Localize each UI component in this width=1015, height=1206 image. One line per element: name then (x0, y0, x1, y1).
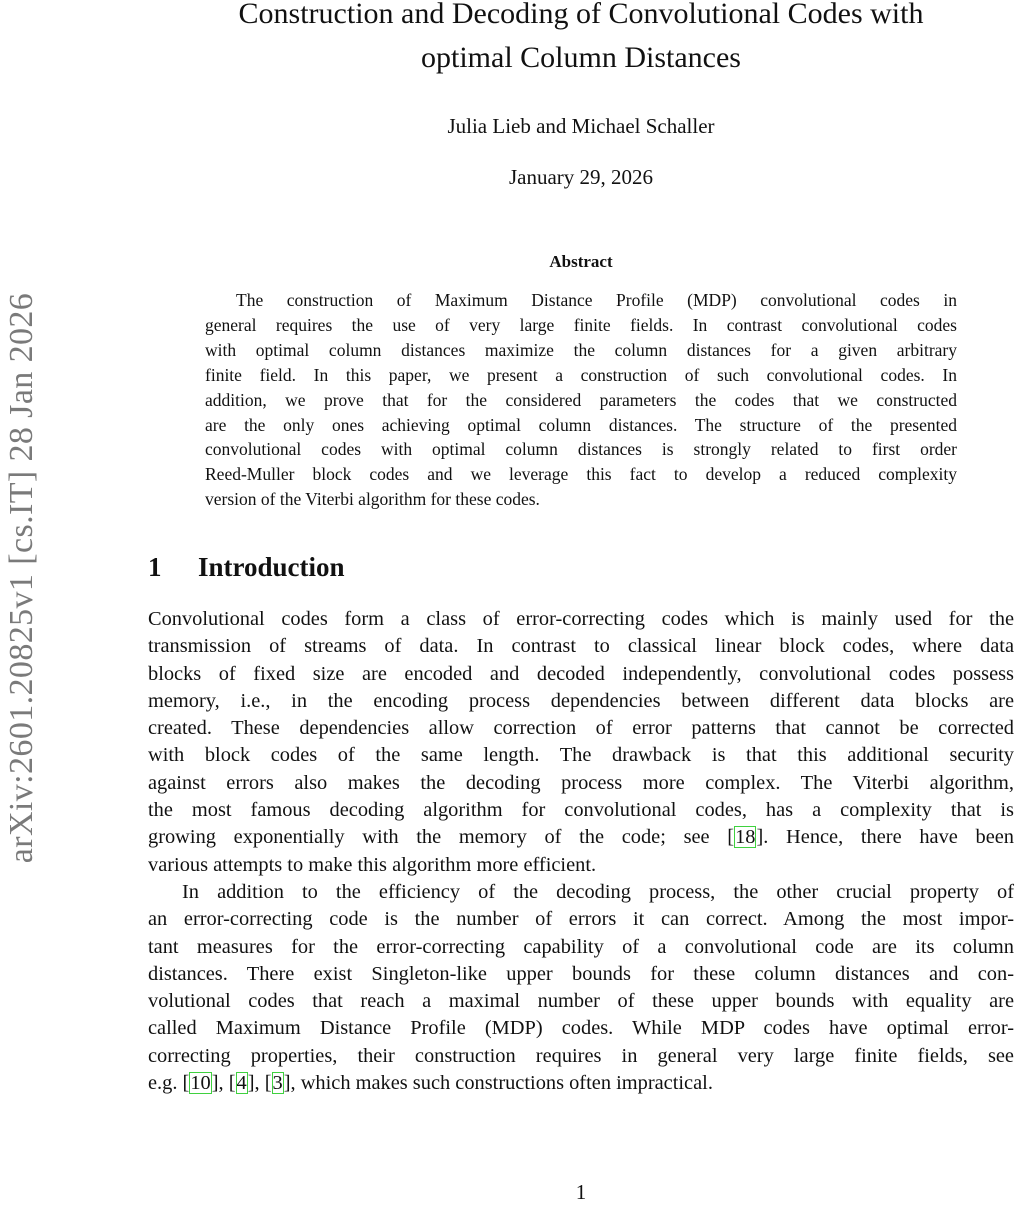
title-line: Construction and Decoding of Convolutional Codes with (238, 0, 924, 30)
citation-link-18[interactable]: 18 (735, 826, 756, 849)
intro-text: growing exponentially with the memory of the code; see [ (148, 826, 735, 849)
abstract-line: general requires the use of very large finite fields. In contrast convolutional codes (205, 314, 957, 335)
intro-line: an error-correcting code is the number of errors it can correct. Among the most impor- (148, 908, 1014, 931)
paper-date: January 29, 2026 (508, 165, 654, 189)
abstract-line: finite field. In this paper, we present a construction of such convolutional codes. In (205, 364, 957, 385)
title-line: optimal Column Distances (421, 41, 741, 74)
intro-text: ], which makes such constructions often impractical. (283, 1072, 713, 1095)
intro-text: ]. Hence, there have been (756, 826, 1014, 849)
intro-line: blocks of fixed size are encoded and decoded independently, convolutional codes possess (148, 662, 1014, 685)
introduction-body (148, 606, 1014, 1097)
citation-link-10[interactable]: 10 (190, 1072, 211, 1095)
intro-line: the most famous decoding algorithm for convolutional codes, has a complexity that is (148, 799, 1014, 822)
abstract-line: are the only ones achieving optimal column distances. The structure of the presented (205, 414, 957, 435)
intro-line: with block codes of the same length. The drawback is that this additional security (148, 744, 1014, 767)
page-number: 1 (575, 1180, 587, 1204)
citation-link-3[interactable]: 3 (272, 1072, 283, 1095)
paper-title (148, 0, 1014, 80)
abstract-body (205, 288, 957, 512)
section-number: 1 (148, 552, 162, 582)
intro-line: created. These dependencies allow correction of error patterns that cannot be corrected (148, 717, 1014, 740)
arxiv-identifier-text: arXiv:2601.20825v1 [cs.IT] 28 Jan 2026 (3, 292, 40, 864)
arxiv-identifier (0, 226, 44, 930)
intro-line: against errors also makes the decoding process more complex. The Viterbi algorithm, (148, 771, 1014, 794)
intro-line: In addition to the efficiency of the decoding process, the other crucial property of (182, 880, 1014, 903)
intro-line: Convolutional codes form a class of error-correcting codes which is mainly used for the (148, 608, 1014, 630)
intro-line: called Maximum Distance Profile (MDP) codes. While MDP codes have optimal error- (148, 1017, 1014, 1040)
authors: Julia Lieb and Michael Schaller (447, 114, 715, 138)
intro-line: tant measures for the error-correcting capability of a convolutional code are its column (148, 935, 1014, 958)
abstract-heading: Abstract (549, 252, 613, 271)
abstract-line: Reed-Muller block codes and we leverage this fact to develop a reduced complexity (205, 464, 957, 485)
section-heading-introduction (148, 550, 345, 584)
intro-line: various attempts to make this algorithm more efficient. (148, 853, 597, 876)
intro-line (148, 824, 1014, 851)
intro-text: ], [ (211, 1072, 236, 1095)
intro-text: ], [ (247, 1072, 272, 1095)
intro-line: transmission of streams of data. In contrast to classical linear block codes, where data (148, 635, 1014, 658)
abstract-line: version of the Viterbi algorithm for these codes. (205, 489, 540, 510)
abstract-line: with optimal column distances maximize the column distances for a given arbitrary (205, 339, 957, 360)
intro-line: correcting properties, their construction requires in general very large finite fields, see (148, 1044, 1014, 1067)
citation-link-4[interactable]: 4 (236, 1072, 247, 1095)
intro-line: memory, i.e., in the encoding process dependencies between different data blocks are (148, 689, 1014, 712)
section-title: Introduction (198, 552, 345, 582)
abstract-line: convolutional codes with optimal column distances is strongly related to first order (205, 439, 957, 460)
abstract-line: The construction of Maximum Distance Profile (MDP) convolutional codes in (236, 290, 957, 310)
intro-line (148, 1070, 1014, 1097)
intro-text: e.g. [ (148, 1072, 190, 1095)
abstract-line: addition, we prove that for the considered parameters the codes that we constructed (205, 389, 957, 410)
intro-line: volutional codes that reach a maximal number of these upper bounds with equality are (148, 990, 1014, 1013)
intro-line: distances. There exist Singleton-like upper bounds for these column distances and con- (148, 962, 1014, 985)
